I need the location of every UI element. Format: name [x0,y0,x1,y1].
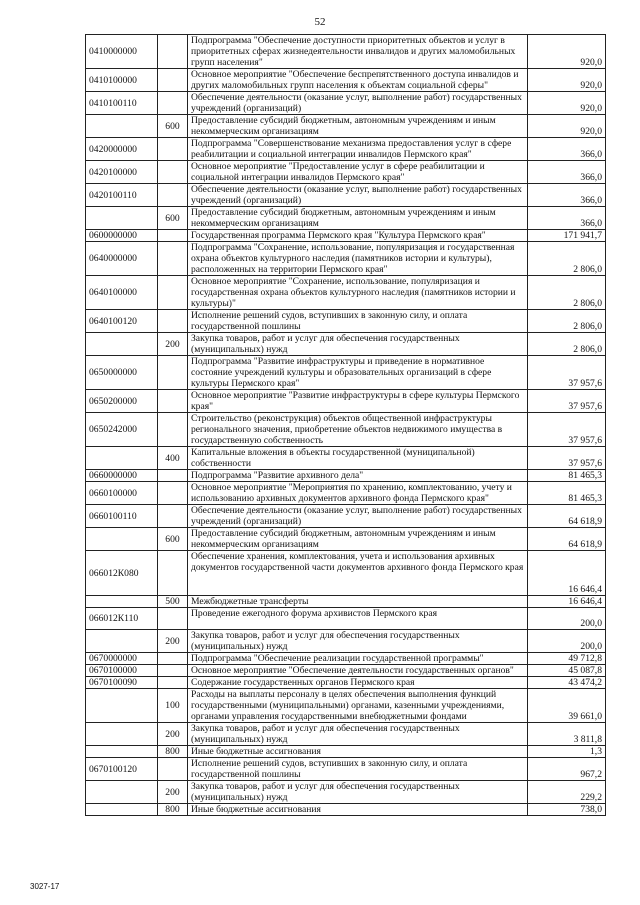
row-amount: 81 465,3 [528,482,606,505]
row-amount: 171 941,7 [528,230,606,242]
row-expense-type: 400 [158,447,188,470]
row-expense-type: 800 [158,804,188,816]
row-expense-type [158,608,188,630]
row-expense-type [158,230,188,242]
row-description: Подпрограмма "Развитие архивного дела" [188,470,528,482]
table-row [86,92,606,115]
row-code: 0650242000 [86,413,158,447]
table-row [86,230,606,242]
row-amount: 366,0 [528,184,606,207]
row-code [86,528,158,551]
table-row [86,596,606,608]
footer-code: 3027-17 [30,882,60,891]
row-expense-type [158,470,188,482]
table-row [86,653,606,665]
row-description: Подпрограмма "Развитие инфраструктуры и приведение в нормативное состояние учреждений культуры и образовательных организаций в сфере культуры Пермского края" [188,356,528,390]
row-amount: 229,2 [528,781,606,804]
row-amount: 200,0 [528,630,606,653]
row-amount: 366,0 [528,207,606,230]
row-code: 0650000000 [86,356,158,390]
row-amount: 37 957,6 [528,413,606,447]
row-code: 0660100000 [86,482,158,505]
row-code [86,804,158,816]
row-code [86,333,158,356]
row-amount: 920,0 [528,115,606,138]
row-amount: 81 465,3 [528,470,606,482]
row-code: 0660100110 [86,505,158,528]
row-code [86,115,158,138]
row-expense-type: 600 [158,207,188,230]
row-code: 0640100000 [86,276,158,310]
row-code [86,207,158,230]
row-description: Закупка товаров, работ и услуг для обеспечения государственных (муниципальных) нужд [188,723,528,746]
row-description: Межбюджетные трансферты [188,596,528,608]
row-amount: 920,0 [528,69,606,92]
table-row [86,746,606,758]
row-description: Проведение ежегодного форума архивистов Пермского края [188,608,528,630]
row-description: Основное мероприятие "Сохранение, использование, популяризация и государственная охрана объектов культурного наследия (памятников истории и культуры)" [188,276,528,310]
row-expense-type [158,758,188,781]
row-description: Иные бюджетные ассигнования [188,746,528,758]
row-expense-type [158,138,188,161]
row-code: 0410000000 [86,35,158,69]
row-code [86,723,158,746]
row-expense-type: 500 [158,596,188,608]
row-description: Основное мероприятие "Обеспечение беспрепятственного доступа инвалидов и других маломобильных групп населения к объектам социальной сферы" [188,69,528,92]
row-amount: 45 087,8 [528,665,606,677]
row-amount: 16 646,4 [528,596,606,608]
row-amount: 3 811,8 [528,723,606,746]
row-expense-type [158,35,188,69]
table-row [86,482,606,505]
table-row [86,447,606,470]
row-expense-type: 200 [158,630,188,653]
row-description: Подпрограмма "Обеспечение реализации государственной программы" [188,653,528,665]
row-code [86,447,158,470]
row-expense-type: 800 [158,746,188,758]
row-code: 0670100000 [86,665,158,677]
row-amount: 2 806,0 [528,242,606,276]
row-code [86,746,158,758]
table-row [86,184,606,207]
row-description: Строительство (реконструкция) объектов общественной инфраструктуры регионального значения, приобретение объектов недвижимого имущества в государственную собственность [188,413,528,447]
table-row [86,207,606,230]
table-row [86,390,606,413]
table-row [86,333,606,356]
table-row [86,781,606,804]
row-code: 0650200000 [86,390,158,413]
row-code: 0640000000 [86,242,158,276]
row-code: 066012К110 [86,608,158,630]
table-row [86,413,606,447]
row-expense-type [158,551,188,596]
row-amount: 37 957,6 [528,447,606,470]
row-code: 0420000000 [86,138,158,161]
row-description: Закупка товаров, работ и услуг для обеспечения государственных (муниципальных) нужд [188,781,528,804]
row-expense-type: 200 [158,333,188,356]
row-description: Обеспечение деятельности (оказание услуг, выполнение работ) государственных учреждений (организаций) [188,92,528,115]
row-amount: 2 806,0 [528,276,606,310]
row-expense-type: 200 [158,781,188,804]
row-code [86,630,158,653]
row-expense-type: 100 [158,689,188,723]
row-amount: 43 474,2 [528,677,606,689]
row-amount: 967,2 [528,758,606,781]
row-description: Предоставление субсидий бюджетным, автономным учреждениям и иным некоммерческим организациям [188,115,528,138]
row-description: Капитальные вложения в объекты государственной (муниципальной) собственности [188,447,528,470]
table-row [86,528,606,551]
table-row [86,677,606,689]
row-code: 0670100120 [86,758,158,781]
table-row [86,470,606,482]
row-expense-type [158,653,188,665]
row-description: Обеспечение хранения, комплектования, учета и использования архивных документов государственной части документов архивного фонда Пермского края [188,551,528,596]
page-number: 52 [314,16,326,28]
table-row [86,630,606,653]
table-row [86,758,606,781]
row-amount: 64 618,9 [528,505,606,528]
row-expense-type [158,356,188,390]
row-expense-type [158,92,188,115]
table-row [86,242,606,276]
row-amount: 49 712,8 [528,653,606,665]
table-row [86,35,606,69]
row-expense-type [158,505,188,528]
row-amount: 920,0 [528,35,606,69]
row-code: 066012К080 [86,551,158,596]
row-amount: 39 661,0 [528,689,606,723]
row-description: Исполнение решений судов, вступивших в законную силу, и оплата государственной пошлины [188,758,528,781]
row-amount: 16 646,4 [528,551,606,596]
row-description: Подпрограмма "Совершенствование механизма предоставления услуг в сфере реабилитации и социальной интеграции инвалидов Пермского края" [188,138,528,161]
row-expense-type [158,276,188,310]
row-code: 0640100120 [86,310,158,333]
row-expense-type [158,390,188,413]
row-expense-type [158,184,188,207]
row-description: Предоставление субсидий бюджетным, автономным учреждениям и иным некоммерческим организациям [188,528,528,551]
table-row [86,723,606,746]
table-row [86,505,606,528]
row-description: Закупка товаров, работ и услуг для обеспечения государственных (муниципальных) нужд [188,333,528,356]
row-description: Исполнение решений судов, вступивших в законную силу, и оплата государственной пошлины [188,310,528,333]
row-description: Обеспечение деятельности (оказание услуг, выполнение работ) государственных учреждений (организаций) [188,505,528,528]
row-amount: 2 806,0 [528,333,606,356]
table-row [86,138,606,161]
row-expense-type: 600 [158,115,188,138]
row-code: 0410100000 [86,69,158,92]
table-row [86,551,606,596]
row-amount: 37 957,6 [528,390,606,413]
table-row [86,276,606,310]
row-code: 0600000000 [86,230,158,242]
row-amount: 366,0 [528,161,606,184]
table-row [86,115,606,138]
table-row [86,665,606,677]
row-expense-type [158,69,188,92]
row-expense-type: 200 [158,723,188,746]
row-expense-type [158,482,188,505]
row-description: Основное мероприятие "Обеспечение деятельности государственных органов" [188,665,528,677]
row-expense-type [158,242,188,276]
table-row [86,804,606,816]
row-expense-type [158,413,188,447]
row-description: Иные бюджетные ассигнования [188,804,528,816]
row-description: Основное мероприятие "Предоставление услуг в сфере реабилитации и социальной интеграции инвалидов Пермского края" [188,161,528,184]
row-description: Основное мероприятие "Развитие инфраструктуры в сфере культуры Пермского края" [188,390,528,413]
row-expense-type [158,310,188,333]
row-code: 0420100000 [86,161,158,184]
row-code: 0670000000 [86,653,158,665]
row-description: Государственная программа Пермского края "Культура Пермского края" [188,230,528,242]
row-expense-type [158,665,188,677]
table-row [86,356,606,390]
row-amount: 64 618,9 [528,528,606,551]
row-code: 0420100110 [86,184,158,207]
row-amount: 738,0 [528,804,606,816]
row-amount: 2 806,0 [528,310,606,333]
row-amount: 200,0 [528,608,606,630]
table-row [86,69,606,92]
row-description: Основное мероприятие "Мероприятия по хранению, комплектованию, учету и использованию архивных документов архивного фонда Пермского края" [188,482,528,505]
table-row [86,161,606,184]
table-row [86,608,606,630]
row-code: 0670100090 [86,677,158,689]
row-code: 0410100110 [86,92,158,115]
row-expense-type [158,677,188,689]
row-code [86,596,158,608]
row-expense-type: 600 [158,528,188,551]
row-description: Подпрограмма "Обеспечение доступности приоритетных объектов и услуг в приоритетных сферах жизнедеятельности инвалидов и других маломобильных групп населения" [188,35,528,69]
row-amount: 920,0 [528,92,606,115]
row-expense-type [158,161,188,184]
row-description: Обеспечение деятельности (оказание услуг, выполнение работ) государственных учреждений (организаций) [188,184,528,207]
row-amount: 366,0 [528,138,606,161]
row-description: Подпрограмма "Сохранение, использование, популяризация и государственная охрана объектов культурного наследия (памятников истории и культуры), расположенных на территории Пермского края" [188,242,528,276]
row-description: Предоставление субсидий бюджетным, автономным учреждениям и иным некоммерческим организациям [188,207,528,230]
table-row [86,689,606,723]
row-amount: 37 957,6 [528,356,606,390]
row-code [86,689,158,723]
row-description: Содержание государственных органов Пермского края [188,677,528,689]
row-description: Закупка товаров, работ и услуг для обеспечения государственных (муниципальных) нужд [188,630,528,653]
budget-table-body [86,35,606,816]
row-description: Расходы на выплаты персоналу в целях обеспечения выполнения функций государственными (муниципальными) органами, казенными учреждениями, органами управления государственными внебюджетными фондами [188,689,528,723]
row-code [86,781,158,804]
table-row [86,310,606,333]
row-amount: 1,3 [528,746,606,758]
budget-table [85,34,606,816]
row-code: 0660000000 [86,470,158,482]
